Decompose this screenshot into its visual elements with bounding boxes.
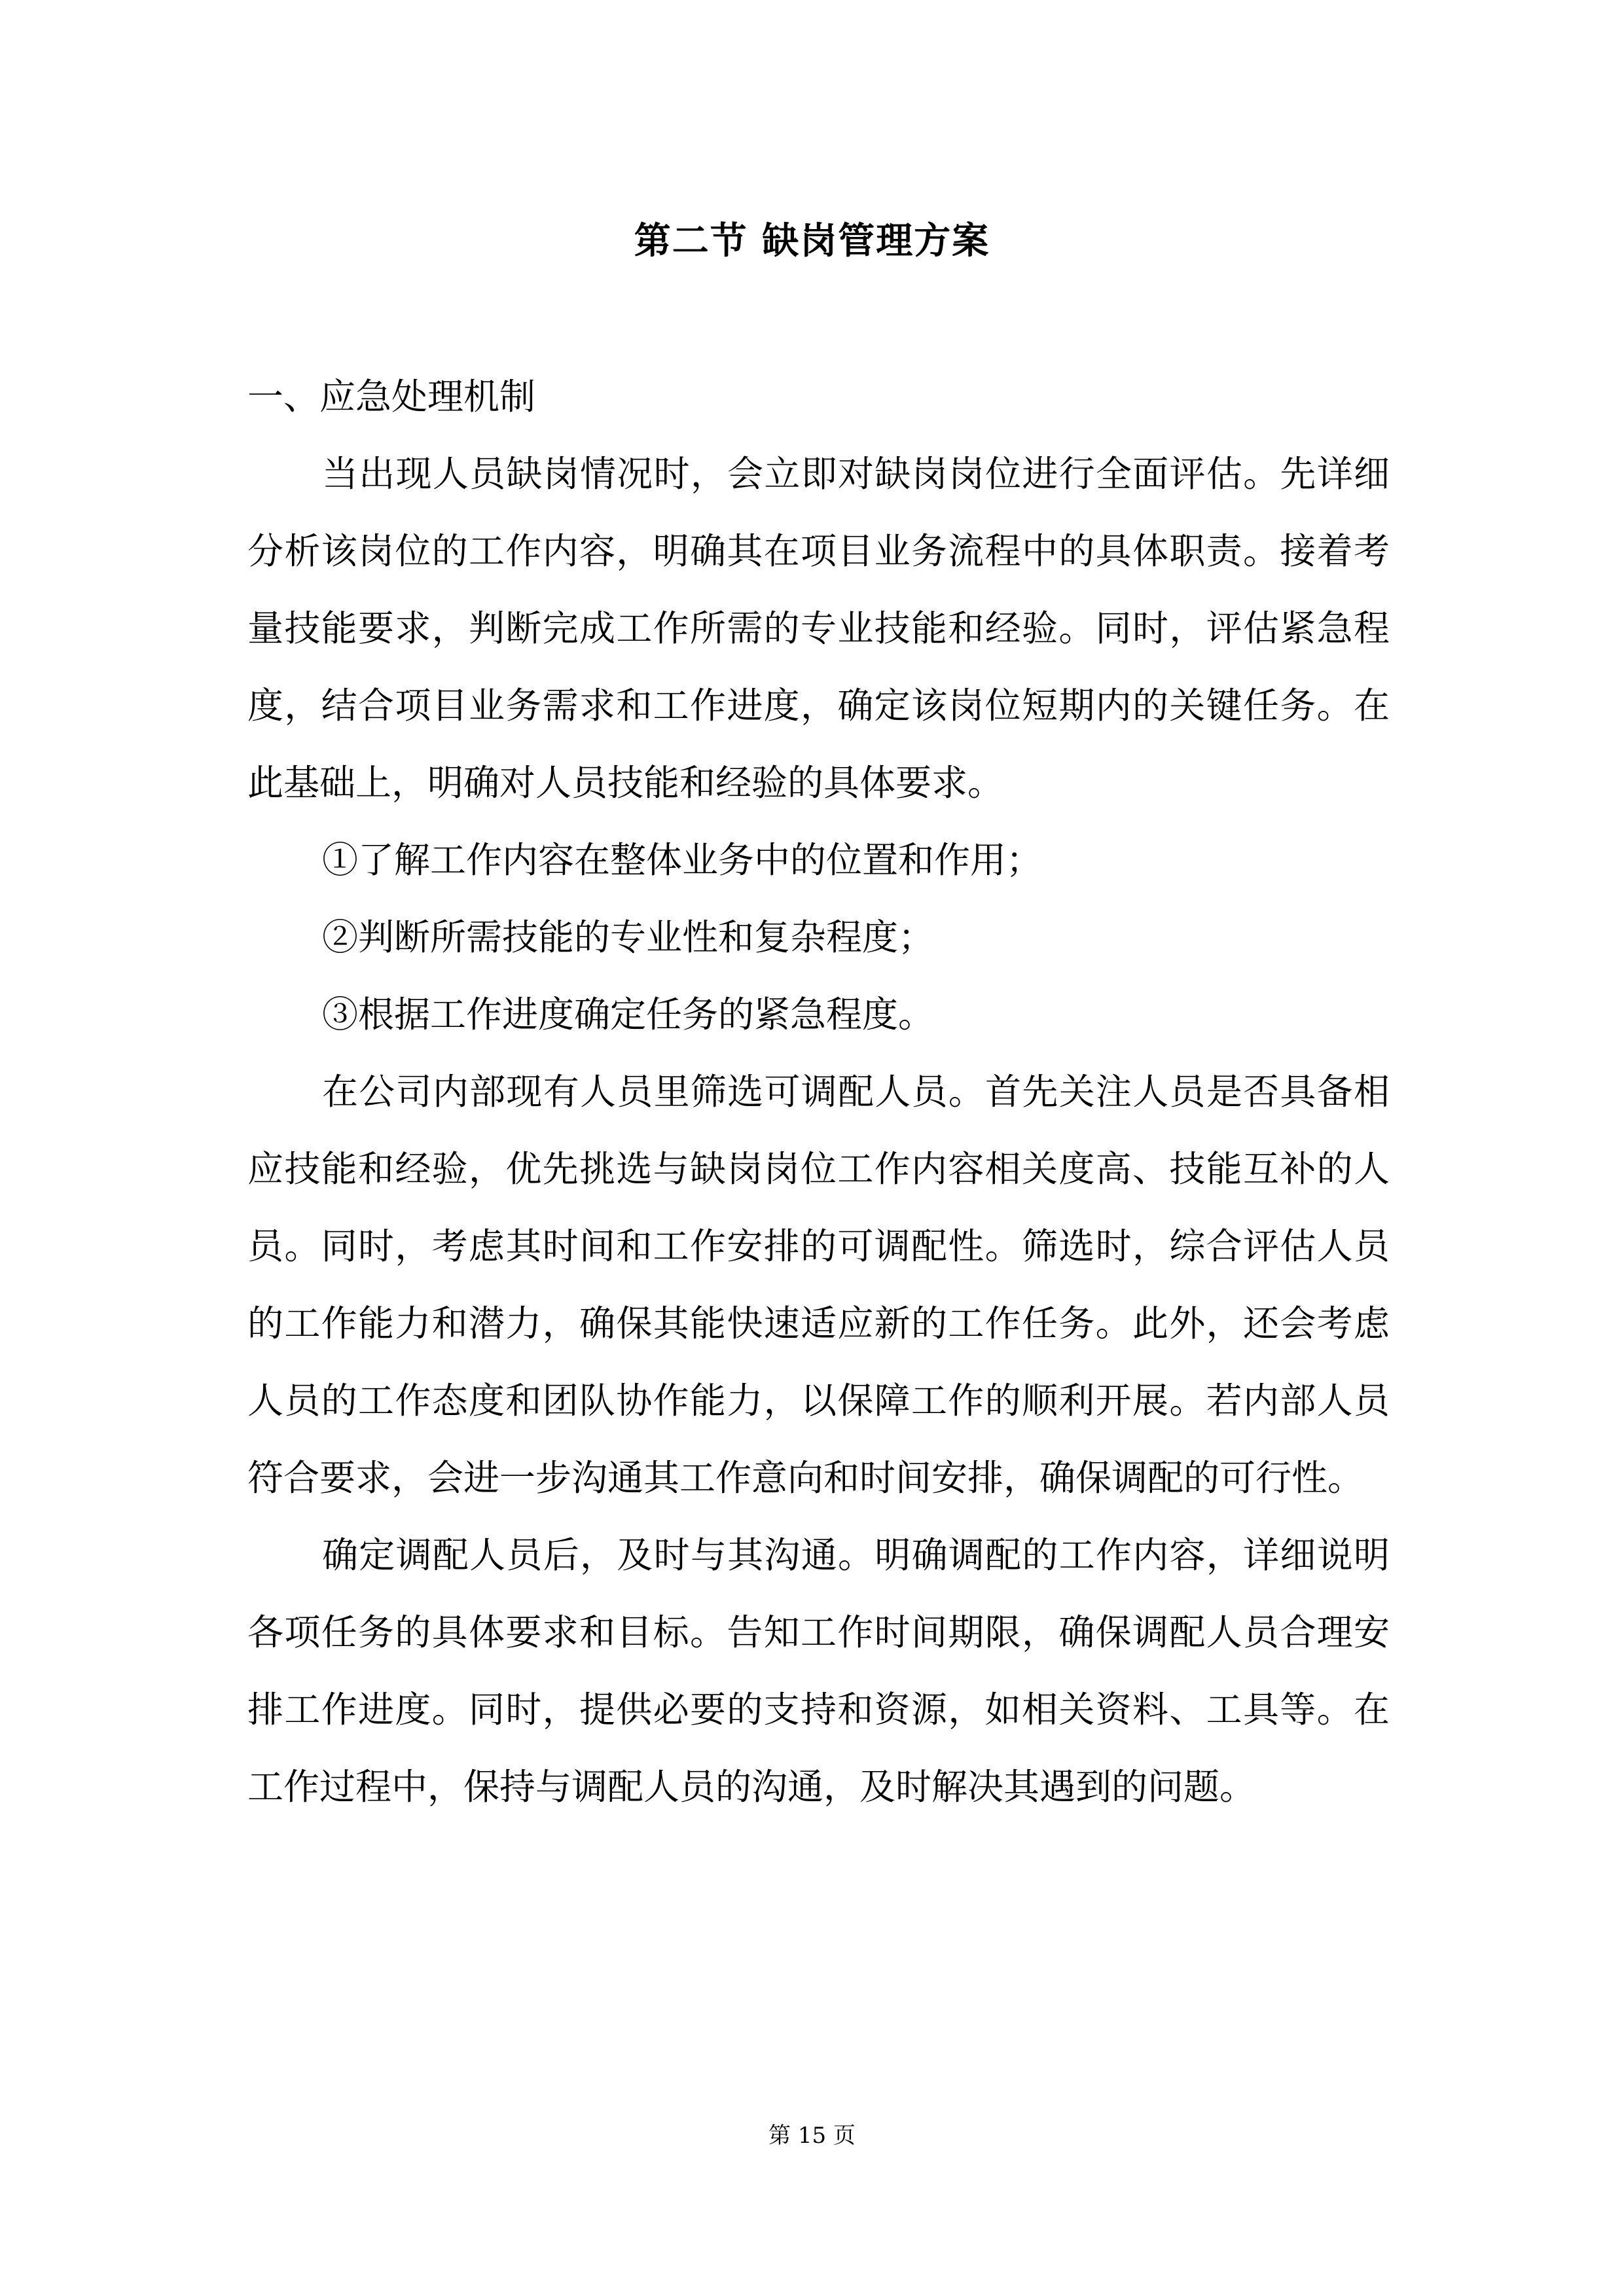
paragraph-communication: 确定调配人员后，及时与其沟通。明确调配的工作内容，详细说明各项任务的具体要求和目标。告知工作时间期限，确保调配人员合理安排工作进度。同时，提供必要的支持和资源，如相关资料、工具等。在工作过程中，保持与调配人员的沟通，及时解决其遇到的问题。 — [247, 1534, 1390, 1808]
document-body — [247, 358, 1390, 1825]
list-item-2: ②判断所需技能的专业性和复杂程度； — [322, 916, 935, 958]
page-number: 第 15 页 — [768, 2123, 856, 2149]
paragraph-assessment: 当出现人员缺岗情况时，会立即对缺岗岗位进行全面评估。先详细分析该岗位的工作内容，明确其在项目业务流程中的具体职责。接着考量技能要求，判断完成工作所需的专业技能和经验。同时，评估紧急程度，结合项目业务需求和工作进度，确定该岗位短期内的关键任务。在此基础上，明确对人员技能和经验的具体要求。 — [247, 453, 1390, 804]
section-heading: 一、应急处理机制 — [247, 376, 536, 418]
list-item-3: ③根据工作进度确定任务的紧急程度。 — [322, 994, 935, 1035]
section-title: 第二节 缺岗管理方案 — [634, 219, 990, 262]
list-item-1: ①了解工作内容在整体业务中的位置和作用； — [322, 839, 1043, 881]
paragraph-selection: 在公司内部现有人员里筛选可调配人员。首先关注人员是否具备相应技能和经验，优先挑选与缺岗岗位工作内容相关度高、技能互补的人员。同时，考虑其时间和工作安排的可调配性。筛选时，综合评估人员的工作能力和潜力，确保其能快速适应新的工作任务。此外，还会考虑人员的工作态度和团队协作能力，以保障工作的顺利开展。若内部人员符合要求，会进一步沟通其工作意向和时间安排，确保调配的可行性。 — [247, 1071, 1390, 1499]
